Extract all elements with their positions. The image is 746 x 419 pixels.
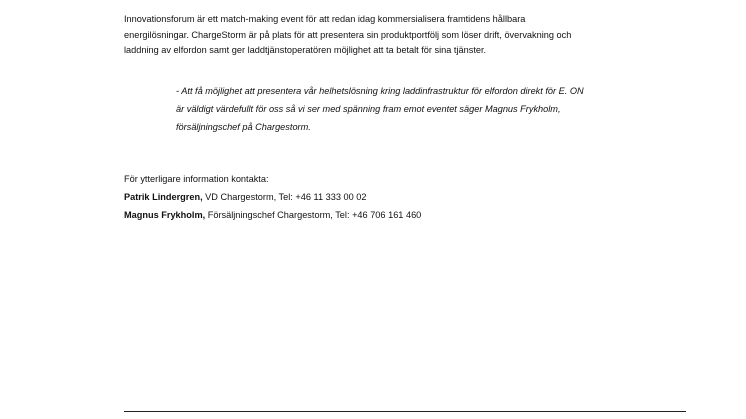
quote-line: försäljningschef på Chargestorm. <box>176 122 311 132</box>
intro-line: energilösningar. ChargeStorm är på plats för att presentera sin produktportfölj som löser drift, övervakning och <box>124 29 572 40</box>
quote-line: är väldigt värdefullt för oss så vi ser med spänning fram emot eventet säger Magnus Frykholm, <box>176 104 561 114</box>
contact-name: Magnus Frykholm, <box>124 210 206 220</box>
contact-details: VD Chargestorm, Tel: +46 11 333 00 02 <box>202 192 367 202</box>
contact-name: Patrik Lindergren, <box>124 192 203 202</box>
contact-person <box>124 206 684 224</box>
intro-line: Innovationsforum är ett match-making event för att redan idag kommersialisera framtidens hållbara <box>124 14 526 24</box>
contact-block <box>124 170 684 224</box>
intro-paragraph <box>124 12 694 59</box>
contact-details: Försäljningschef Chargestorm, Tel: +46 706 161 460 <box>205 210 422 220</box>
intro-line: laddning av elfordon samt ger laddtjänstoperatören möjlighet att ta betalt för sina tjänster. <box>124 45 487 55</box>
quote-line: - Att få möjlighet att presentera vår helhetslösning kring laddinfrastruktur för elfordon direkt för E. ON <box>176 86 584 96</box>
footer-divider <box>124 411 686 412</box>
contact-person <box>124 188 684 206</box>
contact-heading: För ytterligare information kontakta: <box>124 174 269 184</box>
quote-paragraph <box>176 82 696 136</box>
